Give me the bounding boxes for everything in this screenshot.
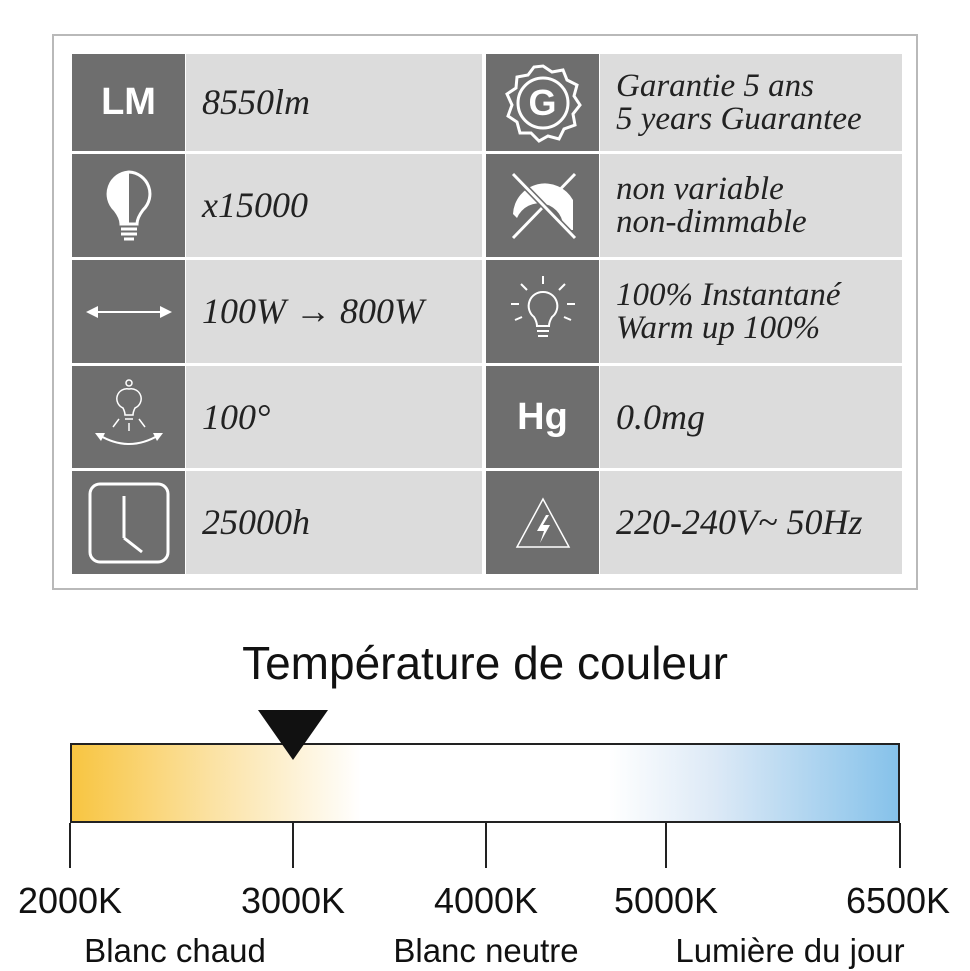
tick-label-5000k: 5000K bbox=[613, 880, 719, 921]
mercury-value: 0.0mg bbox=[616, 396, 705, 437]
spec-row bbox=[54, 54, 916, 151]
warm-up-line-en: Warm up 100% bbox=[616, 309, 821, 346]
color-temperature-gradient-bar bbox=[70, 743, 900, 823]
tick-mark bbox=[69, 823, 71, 868]
guarantee-seal-icon bbox=[486, 54, 599, 151]
spec-table bbox=[52, 34, 918, 590]
dimming-text bbox=[600, 154, 902, 257]
guarantee-line-fr: Garantie 5 ans bbox=[616, 67, 814, 104]
selected-temperature-marker bbox=[258, 710, 328, 760]
lifetime-value bbox=[186, 471, 482, 574]
tick-label-4000k: 4000K bbox=[433, 880, 539, 921]
spec-row bbox=[54, 154, 916, 257]
warm-up-text bbox=[600, 260, 902, 363]
beam-angle-text: 100° bbox=[202, 396, 271, 437]
guarantee-letter: G bbox=[528, 81, 557, 123]
warm-white-label: Blanc chaud bbox=[84, 932, 266, 969]
color-temperature-title: Température de couleur bbox=[242, 637, 728, 689]
equivalent-wattage-text: 100W → 800W bbox=[202, 291, 424, 331]
tick-label-2000k: 2000K bbox=[17, 880, 123, 921]
mercury-text bbox=[600, 366, 902, 468]
tick-mark bbox=[899, 823, 901, 868]
lumen-badge bbox=[72, 54, 185, 151]
switching-cycles-text: x15000 bbox=[202, 185, 308, 225]
double-arrow-icon bbox=[72, 260, 185, 363]
tick-mark bbox=[665, 823, 667, 868]
luminous-flux-value bbox=[186, 54, 482, 151]
dimming-line-fr: non variable bbox=[616, 170, 784, 207]
mercury-badge bbox=[486, 366, 599, 468]
warm-up-bulb-icon bbox=[486, 260, 599, 363]
daylight-label: Lumière du jour bbox=[675, 932, 905, 969]
beam-angle-icon bbox=[72, 366, 185, 468]
non-dimmable-icon bbox=[486, 154, 599, 257]
high-voltage-icon bbox=[486, 471, 599, 574]
beam-angle-value bbox=[186, 366, 482, 468]
tick-label-3000k: 3000K bbox=[240, 880, 346, 921]
switching-cycles-value bbox=[186, 154, 482, 257]
guarantee-line-en: 5 years Guarantee bbox=[616, 100, 862, 137]
bulb-half-icon bbox=[72, 154, 185, 257]
tick-mark bbox=[485, 823, 487, 868]
dimming-line-en: non-dimmable bbox=[616, 203, 807, 240]
guarantee-text bbox=[600, 54, 902, 151]
spec-row bbox=[54, 471, 916, 574]
spec-row bbox=[54, 260, 916, 363]
voltage-value: 220-240V~ 50Hz bbox=[616, 502, 863, 542]
clock-icon bbox=[72, 471, 185, 574]
tick-mark bbox=[292, 823, 294, 868]
equivalent-wattage-value bbox=[186, 260, 482, 363]
tick-label-6500k: 6500K bbox=[845, 880, 951, 921]
voltage-text bbox=[600, 471, 902, 574]
spec-row bbox=[54, 366, 916, 468]
lumen-badge-text: LM bbox=[101, 81, 156, 123]
mercury-badge-text: Hg bbox=[517, 395, 568, 438]
lifetime-text: 25000h bbox=[202, 502, 310, 542]
neutral-white-label: Blanc neutre bbox=[393, 932, 579, 969]
luminous-flux-text: 8550lm bbox=[202, 82, 310, 122]
warm-up-line-fr: 100% Instantané bbox=[616, 276, 841, 313]
